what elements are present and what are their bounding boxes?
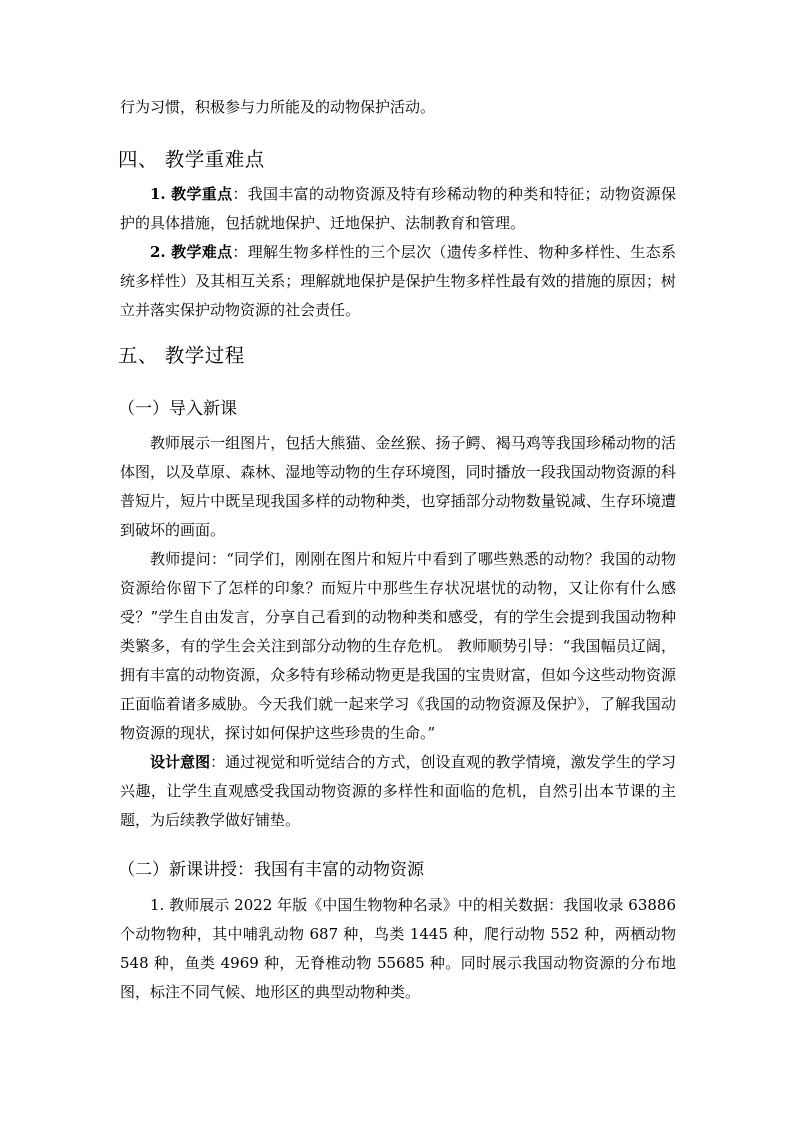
section-heading-5: 五、 教学过程 <box>118 344 245 367</box>
paragraph-intro-display: 教师展示一组图片，包括大熊猫、金丝猴、扬子鳄、褐马鸡等我国珍稀动物的活体图，以及草原、森林、湿地等动物的生存环境图，同时播放一段我国动物资源的科普短片，短片中既呈现我国多样的动物种类，也穿插部分动物数量锐减、生存环境遭到破坏的画面。 <box>120 434 676 539</box>
paragraph-continuation: 行为习惯，积极参与力所能及的动物保护活动。 <box>120 98 436 116</box>
paragraph-teacher-question: 教师提问：“同学们，刚刚在图片和短片中看到了哪些熟悉的动物？我国的动物资源给你留下了怎样的印象？而短片中那些生存状况堪忧的动物，又让你有什么感受？”学生自由发言，分享自己看到的动物种类和感受，有的学生会提到我国动物种类繁多，有的学生会关注到部分动物的生存危机。 教师顺势引导：“我国幅员辽阔，拥有丰富的动物资源，众多特有珍稀动物更是我国的宝贵财富，但如今这些动物资源正面临着诸多威胁。今天我们就一起来学习《我国的动物资源及保护》，了解我国动物资源的现状，探讨如何保护这些珍贵的生命。” <box>120 550 676 742</box>
section-heading-4: 四、 教学重难点 <box>118 148 265 171</box>
key-points-text: ：我国丰富的动物资源及特有珍稀动物的种类和特征；动物资源保护的具体措施，包括就地保护、迁地保护、法制教育和管理。 <box>120 185 676 232</box>
paragraph-species-data: 1. 教师展示 2022 年版《中国生物物种名录》中的相关数据：我国收录 63886 个动物物种，其中哺乳动物 687 种，鸟类 1445 种，爬行动物 552 种，两栖动物 548 种，鱼类 4969 种，无脊椎动物 55685 种。同时展示我国动物资源的分布地图，标注不同气候、地形区的典型动物种类。 <box>120 896 676 1001</box>
subsection-heading-intro: （一）导入新课 <box>118 399 237 419</box>
paragraph-difficult-points <box>120 238 676 325</box>
paragraph-design-intent <box>120 748 676 835</box>
paragraph-key-points <box>120 180 676 238</box>
design-intent-text: ：通过视觉和听觉结合的方式，创设直观的教学情境，激发学生的学习兴趣，让学生直观感受我国动物资源的多样性和面临的危机，自然引出本节课的主题，为后续教学做好铺垫。 <box>120 753 676 829</box>
subsection-heading-new-lesson: （二）新课讲授：我国有丰富的动物资源 <box>118 860 424 880</box>
difficult-points-text: ：理解生物多样性的三个层次（遗传多样性、物种多样性、生态系统多样性）及其相互关系；理解就地保护是保护生物多样性最有效的措施的原因；树立并落实保护动物资源的社会责任。 <box>120 243 676 319</box>
design-intent-label: 设计意图 <box>150 753 211 771</box>
key-points-label: 1. 教学重点 <box>150 185 233 203</box>
difficult-points-label: 2. 教学难点 <box>150 243 233 261</box>
